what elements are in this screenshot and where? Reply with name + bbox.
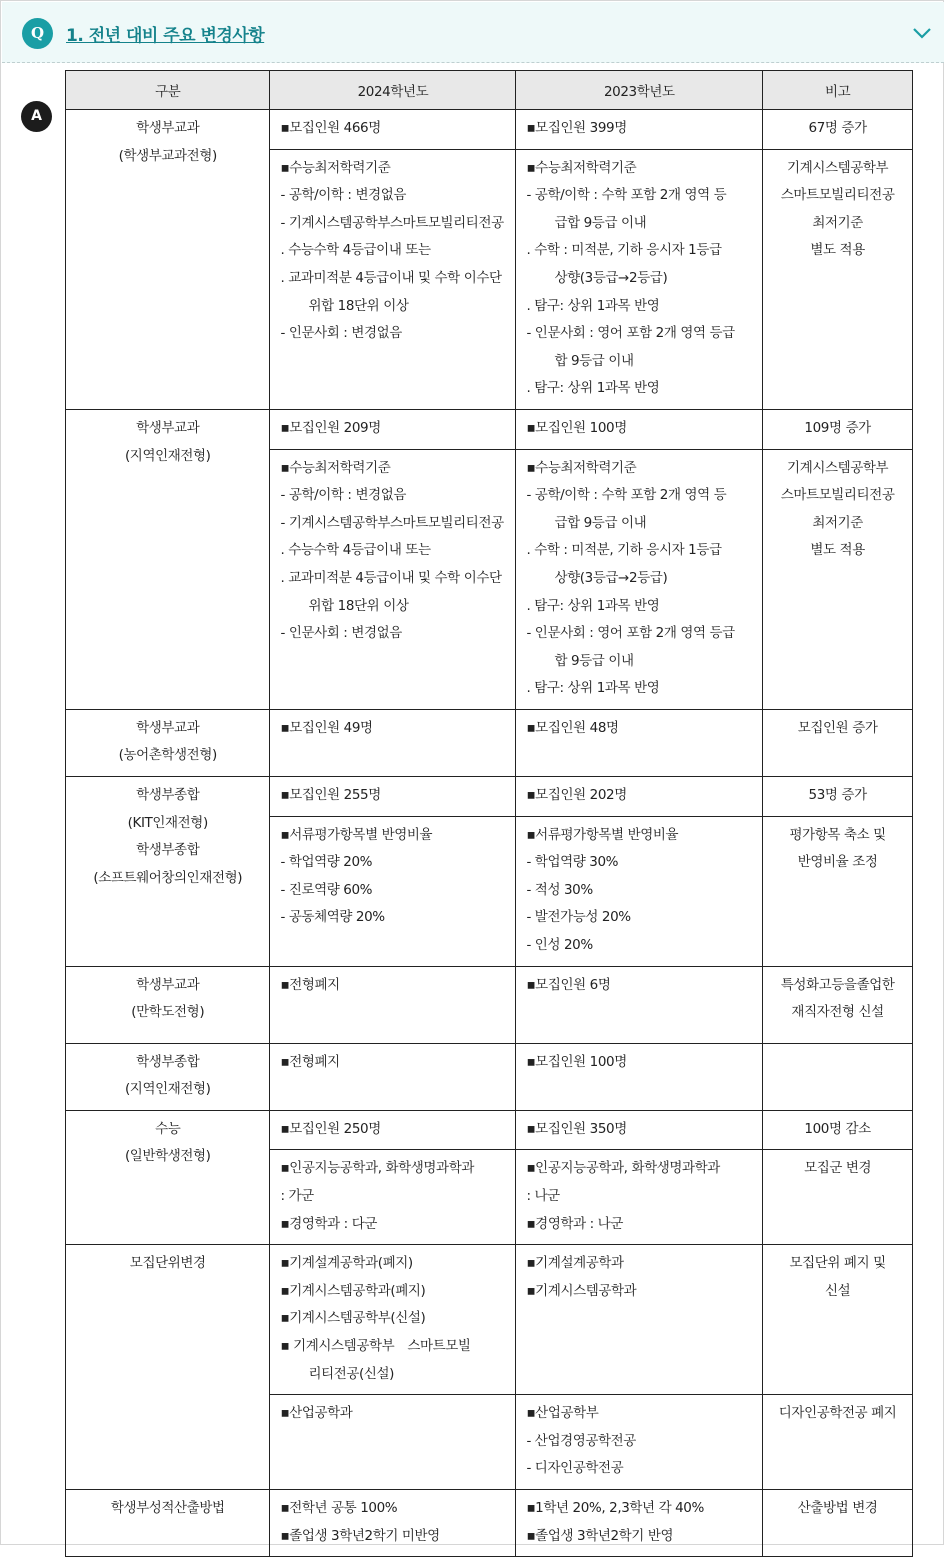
cell-line: 53명 증가 [808, 787, 867, 804]
cell-2023 [516, 816, 763, 966]
cell-line: ▪산업공학과 [280, 1405, 353, 1422]
cell-note [763, 816, 913, 966]
cell-line: ▪모집인원 49명 [280, 719, 373, 736]
cell-line: . 탐구: 상위 1과목 반영 [526, 380, 660, 397]
cell-line: - 기계시스템공학부스마트모빌리티전공 [280, 514, 504, 531]
cell-line: (학생부교과전형) [118, 147, 217, 164]
cell-line: ▪모집인원 255명 [280, 787, 381, 804]
cell-2023 [516, 966, 763, 1043]
cell-2024 [270, 1110, 516, 1150]
cell-line: . 탐구: 상위 1과목 반영 [526, 597, 660, 614]
cell-2024 [270, 816, 516, 966]
cell-note [763, 1489, 913, 1556]
cell-line: 디자인공학전공 폐지 [778, 1405, 897, 1422]
table-row [66, 110, 913, 150]
cell-line: 모집군 변경 [804, 1160, 872, 1177]
cell-line: (지역인재전형) [124, 447, 211, 464]
header-note: 비고 [763, 71, 913, 110]
category-cell [66, 1245, 270, 1490]
cell-note [763, 149, 913, 409]
cell-line: 스마트모빌리티전공 [780, 487, 895, 504]
cell-line: ▪졸업생 3학년2학기 미반영 [280, 1527, 440, 1544]
table-row [66, 709, 913, 776]
cell-note [763, 1150, 913, 1245]
cell-2024 [270, 1150, 516, 1245]
cell-line: ▪모집인원 48명 [526, 719, 619, 736]
table-row [66, 777, 913, 817]
cell-line: (지역인재전형) [124, 1081, 211, 1098]
cell-note [763, 709, 913, 776]
cell-line: - 공동체역량 20% [280, 909, 385, 926]
cell-line: 기계시스템공학부 [787, 459, 889, 476]
cell-line: 학생부교과 [136, 976, 200, 993]
cell-line: ▪경영학과 : 나군 [526, 1215, 623, 1232]
cell-2024 [270, 1043, 516, 1110]
cell-line: ▪모집인원 100명 [526, 1053, 627, 1070]
cell-line: - 인문사회 : 영어 포함 2개 영역 등급 [526, 625, 735, 642]
cell-2023 [516, 110, 763, 150]
cell-2024 [270, 966, 516, 1043]
cell-line: - 학업역량 20% [280, 854, 373, 871]
cell-line: 최저기준 [812, 214, 863, 231]
cell-line: 위합 18단위 이상 [308, 297, 409, 314]
question-header[interactable] [2, 2, 944, 63]
cell-line: - 진로역량 60% [280, 881, 373, 898]
cell-line: - 공학/이학 : 변경없음 [280, 187, 407, 204]
question-badge: Q [22, 18, 53, 49]
cell-2023 [516, 1489, 763, 1556]
cell-line: 기계시스템공학부 [787, 159, 889, 176]
header-category: 구분 [66, 71, 270, 110]
cell-line: ▪모집인원 399명 [526, 120, 627, 136]
answer-badge: A [21, 101, 52, 132]
cell-line: 학생부교과 [136, 120, 200, 136]
cell-line: : 가군 [280, 1188, 314, 1204]
cell-line: 신설 [824, 1282, 851, 1299]
header-2023: 2023학년도 [516, 71, 763, 110]
cell-line: - 인문사회 : 영어 포함 2개 영역 등급 [526, 325, 735, 342]
cell-line: 학생부종합 [136, 842, 200, 859]
cell-line: ▪산업공학부 [526, 1405, 599, 1422]
cell-line: 평가항목 축소 및 [789, 826, 886, 843]
cell-line: . 교과미적분 4등급이내 및 수학 이수단 [280, 569, 502, 586]
cell-line: 학생부교과 [136, 419, 200, 436]
cell-2024 [270, 409, 516, 449]
cell-line: 학생부교과 [136, 719, 200, 736]
cell-2024 [270, 1245, 516, 1395]
cell-2024 [270, 1395, 516, 1490]
cell-2023 [516, 1110, 763, 1150]
cell-2023 [516, 1395, 763, 1490]
cell-2024 [270, 449, 516, 709]
cell-line: 리티전공(신설) [308, 1365, 395, 1382]
cell-line: ▪모집인원 466명 [280, 120, 381, 136]
cell-line: 학생부종합 [136, 787, 200, 804]
cell-line: ▪인공지능공학과, 화학생명과학과 [280, 1160, 474, 1177]
cell-line: . 탐구: 상위 1과목 반영 [526, 297, 660, 314]
cell-line: ▪전형폐지 [280, 976, 340, 993]
cell-line: 수능 [155, 1120, 181, 1137]
cell-line: 별도 적용 [810, 542, 865, 559]
cell-line: ▪모집인원 250명 [280, 1120, 381, 1137]
cell-line: . 수학 : 미적분, 기하 응시자 1등급 [526, 542, 722, 559]
cell-note [763, 1245, 913, 1395]
cell-line: 모집인원 증가 [797, 719, 878, 736]
cell-2023 [516, 1150, 763, 1245]
category-cell [66, 966, 270, 1043]
cell-line: ▪모집인원 350명 [526, 1120, 627, 1137]
cell-line: . 탐구: 상위 1과목 반영 [526, 680, 660, 697]
cell-2023 [516, 449, 763, 709]
table-row [66, 1110, 913, 1150]
cell-line: 합 9등급 이내 [554, 652, 634, 669]
cell-line: 위합 18단위 이상 [308, 597, 409, 614]
cell-line: - 발전가능성 20% [526, 909, 631, 926]
cell-line: 스마트모빌리티전공 [780, 187, 895, 204]
cell-line: 산출방법 변경 [797, 1499, 878, 1516]
cell-line: ▪인공지능공학과, 화학생명과학과 [526, 1160, 720, 1177]
cell-line: 특성화고등을졸업한 [780, 976, 895, 993]
cell-2023 [516, 1043, 763, 1110]
cell-line: 반영비율 조정 [797, 854, 878, 871]
cell-line: 학생부성적산출방법 [110, 1499, 225, 1516]
cell-line: 합 9등급 이내 [554, 352, 634, 369]
cell-2024 [270, 1489, 516, 1556]
cell-line: - 공학/이학 : 수학 포함 2개 영역 등 [526, 487, 727, 504]
cell-line: ▪졸업생 3학년2학기 반영 [526, 1527, 674, 1544]
category-cell [66, 1489, 270, 1556]
cell-2024 [270, 777, 516, 817]
cell-line: - 기계시스템공학부스마트모빌리티전공 [280, 214, 504, 231]
table-row [66, 1489, 913, 1556]
cell-line: . 수학 : 미적분, 기하 응시자 1등급 [526, 242, 722, 259]
cell-2024 [270, 709, 516, 776]
cell-line: 최저기준 [812, 514, 863, 531]
cell-line: - 공학/이학 : 변경없음 [280, 487, 407, 504]
cell-line: - 적성 30% [526, 881, 593, 898]
cell-line: ▪기계설계공학과 [526, 1255, 624, 1272]
cell-line: (소프트웨어창의인재전형) [93, 869, 243, 886]
cell-line: ▪수능최저학력기준 [526, 159, 637, 176]
cell-line: - 산업경영공학전공 [526, 1432, 636, 1449]
cell-line: ▪기계시스템공학과 [526, 1282, 637, 1299]
cell-line: (농어촌학생전형) [118, 747, 217, 764]
cell-note [763, 777, 913, 817]
category-cell [66, 409, 270, 709]
question-title[interactable]: 1. 전년 대비 주요 변경사항 [66, 26, 265, 46]
cell-line: (KIT인재전형) [127, 814, 208, 831]
cell-note [763, 1395, 913, 1490]
cell-line: 109명 증가 [804, 419, 871, 436]
cell-line: . 수능수학 4등급이내 또는 [280, 242, 431, 259]
header-2024: 2024학년도 [270, 71, 516, 110]
cell-line: (일반학생전형) [124, 1148, 211, 1165]
cell-line: ▪수능최저학력기준 [280, 459, 391, 476]
cell-line: ▪전형폐지 [280, 1053, 340, 1070]
cell-line: ▪수능최저학력기준 [526, 459, 637, 476]
cell-2024 [270, 110, 516, 150]
cell-line: ▪수능최저학력기준 [280, 159, 391, 176]
cell-line: - 공학/이학 : 수학 포함 2개 영역 등 [526, 187, 727, 204]
cell-line: - 학업역량 30% [526, 854, 619, 871]
cell-line: - 디자인공학전공 [526, 1460, 624, 1477]
cell-line: - 인문사회 : 변경없음 [280, 625, 402, 642]
cell-line: ▪1학년 20%, 2,3학년 각 40% [526, 1499, 704, 1516]
table-row [66, 1043, 913, 1110]
cell-note [763, 449, 913, 709]
cell-line: 급합 9등급 이내 [554, 214, 647, 231]
cell-line: ▪모집인원 209명 [280, 419, 381, 436]
cell-line: 상향(3등급→2등급) [554, 269, 668, 286]
category-cell [66, 110, 270, 410]
cell-line: 상향(3등급→2등급) [554, 569, 668, 586]
table-row [66, 1245, 913, 1395]
cell-line: 100명 감소 [804, 1120, 871, 1137]
cell-line: 67명 증가 [808, 120, 867, 136]
cell-line: 모집단위변경 [129, 1255, 206, 1272]
category-cell [66, 1110, 270, 1244]
category-cell [66, 709, 270, 776]
cell-2023 [516, 409, 763, 449]
table-row [66, 409, 913, 449]
cell-line: ▪서류평가항목별 반영비율 [280, 826, 433, 843]
table-row [66, 966, 913, 1043]
category-cell [66, 1043, 270, 1110]
cell-line: (만학도전형) [131, 1004, 205, 1021]
cell-line: ▪기계시스템공학부(신설) [280, 1310, 426, 1327]
cell-line: ▪서류평가항목별 반영비율 [526, 826, 679, 843]
cell-line: ▪모집인원 100명 [526, 419, 627, 436]
cell-line: ▪기계설계공학과(폐지) [280, 1255, 413, 1272]
cell-line: 모집단위 폐지 및 [789, 1255, 886, 1272]
cell-note [763, 1043, 913, 1110]
cell-line: ▪전학년 공통 100% [280, 1499, 398, 1516]
cell-note [763, 966, 913, 1043]
cell-line: . 교과미적분 4등급이내 및 수학 이수단 [280, 269, 502, 286]
cell-line: 급합 9등급 이내 [554, 514, 647, 531]
cell-line: - 인성 20% [526, 937, 593, 954]
category-cell [66, 777, 270, 967]
cell-2024 [270, 149, 516, 409]
cell-line: ▪경영학과 : 다군 [280, 1215, 377, 1232]
cell-line: ▪모집인원 6명 [526, 976, 611, 993]
cell-note [763, 110, 913, 150]
cell-line: 학생부종합 [136, 1053, 200, 1070]
cell-2023 [516, 149, 763, 409]
cell-note [763, 409, 913, 449]
cell-2023 [516, 1245, 763, 1395]
cell-line: ▪기계시스템공학과(폐지) [280, 1282, 426, 1299]
cell-line: . 수능수학 4등급이내 또는 [280, 542, 431, 559]
cell-note [763, 1110, 913, 1150]
cell-2023 [516, 709, 763, 776]
table-header-row [66, 71, 913, 110]
cell-line: ▪ 기계시스템공학부 스마트모빌 [280, 1337, 471, 1354]
cell-line: 재직자전형 신설 [791, 1004, 884, 1021]
cell-2023 [516, 777, 763, 817]
changes-table [65, 70, 913, 1557]
cell-line: 별도 적용 [810, 242, 865, 259]
cell-line: ▪모집인원 202명 [526, 787, 627, 804]
chevron-down-icon[interactable] [911, 24, 933, 42]
cell-line: - 인문사회 : 변경없음 [280, 325, 402, 342]
cell-line: : 나군 [526, 1188, 560, 1204]
